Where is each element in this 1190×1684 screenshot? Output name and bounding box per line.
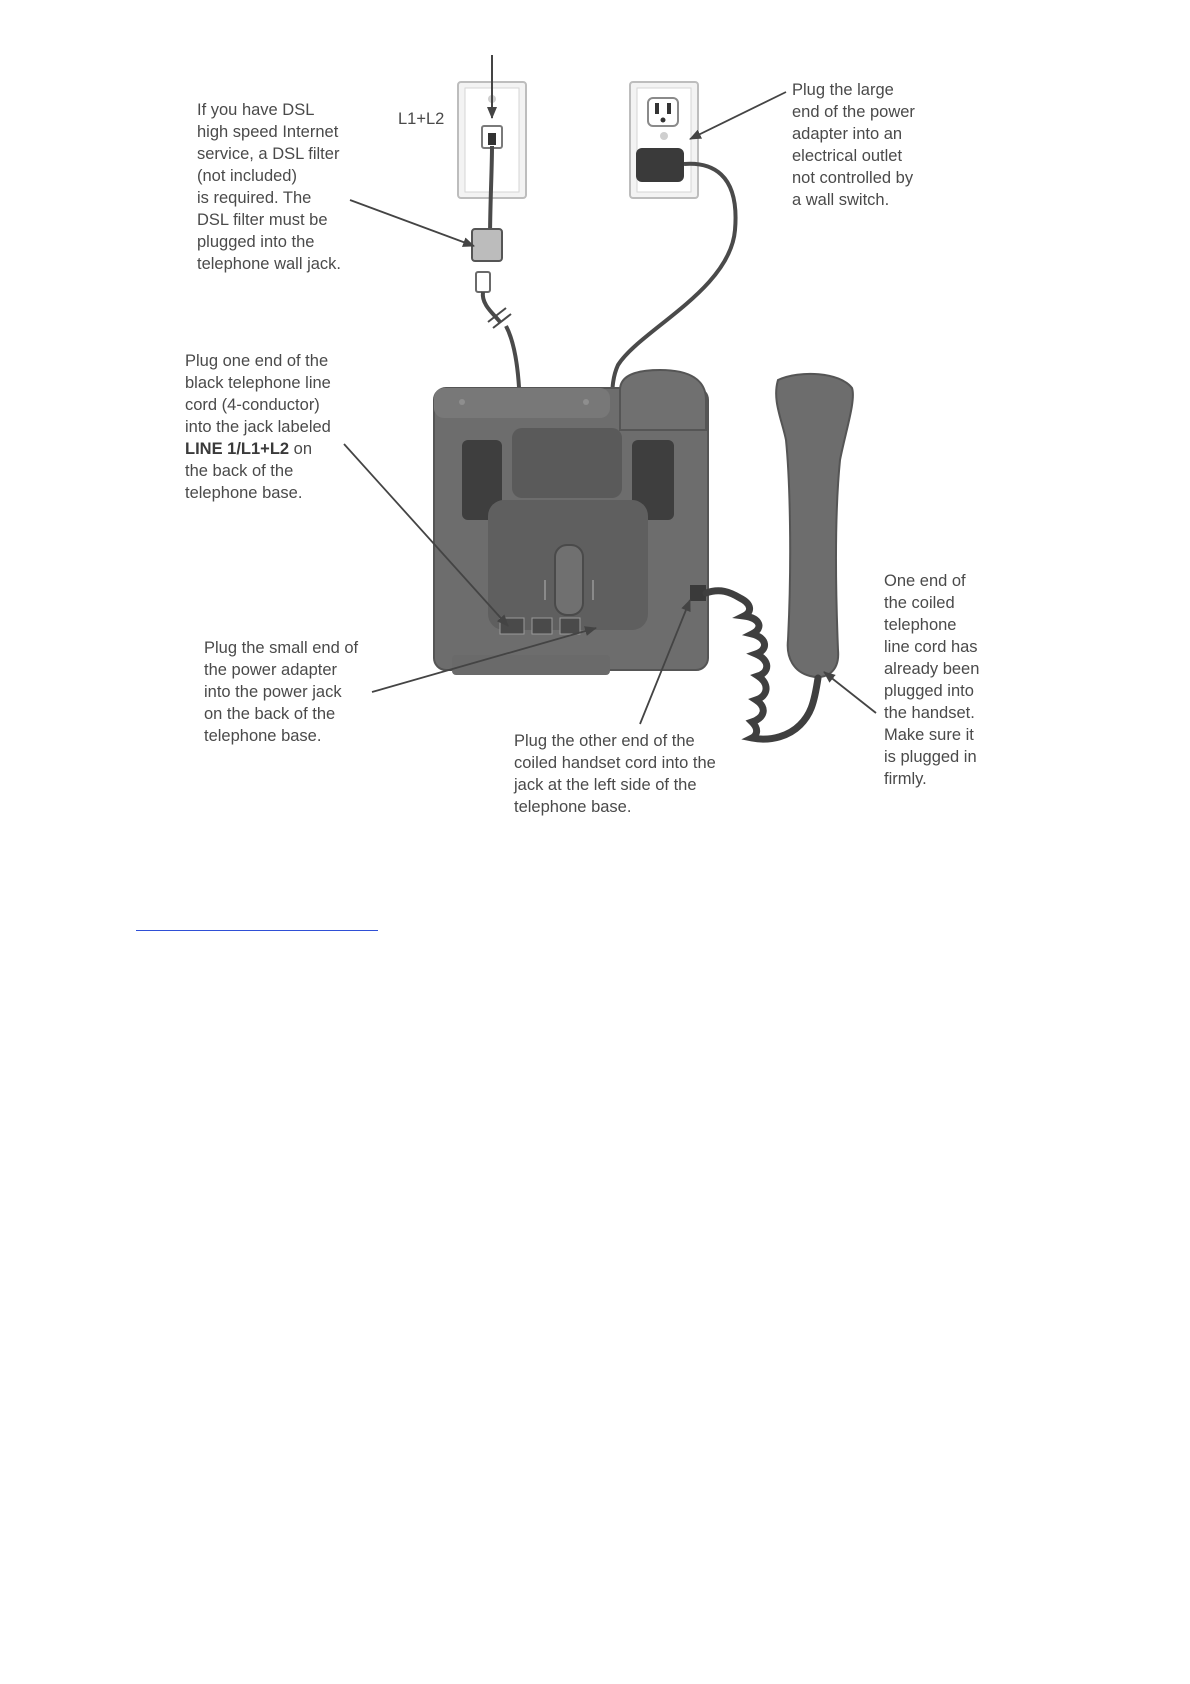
telephone-base [434, 370, 708, 675]
dsl-filter-icon [472, 229, 502, 261]
coiled-cord-pointer [824, 672, 876, 713]
coiled-cord-callout: One end of the coiled telephone line cord has already been plugged into the handset. Make sure it is plugged in firmly. [884, 572, 980, 788]
power-jack-callout: Plug the small end of the power adapter into the power jack on the back of the telephone base. [204, 639, 359, 745]
handset [776, 374, 853, 677]
rj11-plug-icon [476, 272, 490, 292]
line-jack-label: LINE 1/L1+L2 [185, 440, 290, 458]
footnote-separator [136, 930, 378, 931]
power-outlet-pointer [690, 92, 786, 139]
power-outlet-callout: Plug the large end of the power adapter into an electrical outlet not controlled by a wall switch. [792, 81, 915, 209]
line-cord-callout: Plug one end of the black telephone line cord (4-conductor) into the jack labeled LINE 1/L1+L2 on the back of the telephone base. [185, 352, 331, 502]
dsl-filter-pointer [350, 200, 474, 246]
wall-jack-label: L1+L2 [398, 110, 445, 128]
handset-cord-callout: Plug the other end of the coiled handset cord into the jack at the left side of the telephone base. [514, 732, 716, 816]
dsl-filter-callout: If you have DSL high speed Internet service, a DSL filter (not included) is required. The DSL filter must be plugged into the telephone wall jack. [197, 101, 342, 273]
